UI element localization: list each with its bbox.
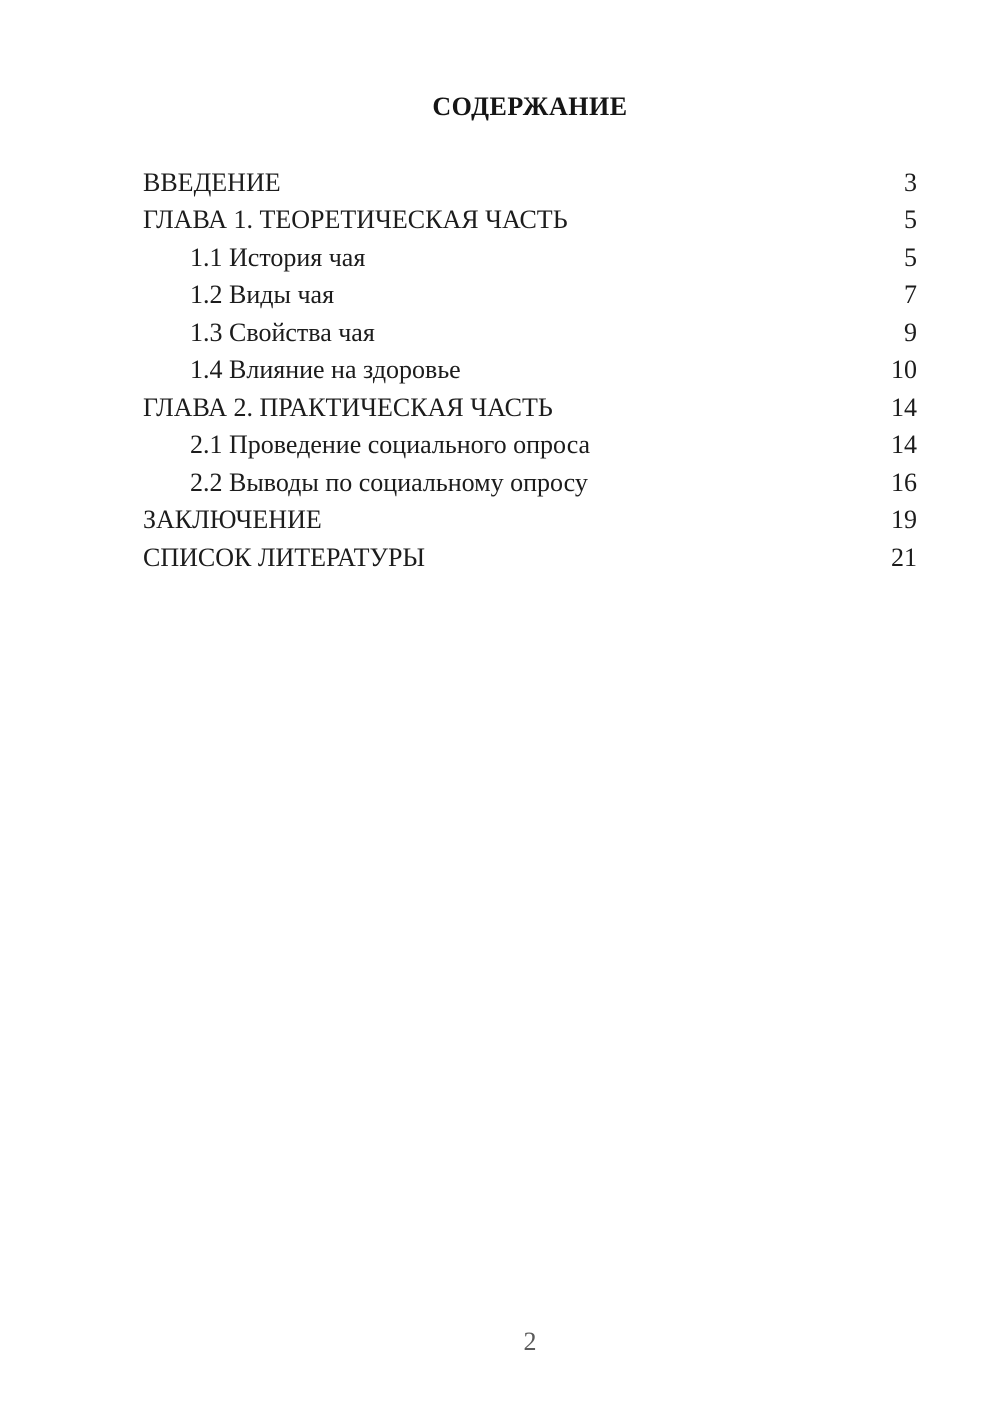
toc-entry-page-number: 3 [904,167,917,197]
toc-entry-page-number: 5 [904,242,917,272]
toc-entry-page-number: 21 [891,542,917,572]
toc-entry [143,426,917,464]
toc-content [143,88,917,576]
toc-entry [143,501,917,539]
toc-entry-page-number: 7 [904,280,917,309]
toc-entry-page-number: 5 [904,205,917,234]
toc-entry [143,276,917,314]
toc-list [143,164,917,577]
toc-entry-label: ГЛАВА 2. ПРАКТИЧЕСКАЯ ЧАСТЬ [143,392,553,422]
toc-entry [143,539,917,577]
toc-entry-page-number: 14 [891,430,917,459]
toc-entry [143,239,917,277]
toc-entry-page-number: 9 [904,317,917,347]
toc-entry [143,164,917,202]
toc-entry-label: 1.3 Свойства чая [190,317,375,347]
toc-entry-label: 1.4 Влияние на здоровье [190,355,461,384]
toc-entry-label: 2.2 Выводы по социальному опросу [190,467,588,497]
toc-entry-label: 2.1 Проведение социального опроса [190,430,591,459]
toc-entry [143,464,917,502]
toc-entry-label: СПИСОК ЛИТЕРАТУРЫ [143,542,426,572]
toc-entry-page-number: 14 [891,392,917,422]
toc-entry-label: ГЛАВА 1. ТЕОРЕТИЧЕСКАЯ ЧАСТЬ [143,205,568,234]
toc-entry-page-number: 19 [891,505,917,534]
toc-entry-label: ВВЕДЕНИЕ [143,167,281,197]
toc-entry [143,389,917,427]
toc-entry-label: 1.2 Виды чая [190,280,335,309]
toc-entry [143,351,917,389]
page-title: СОДЕРЖАНИЕ [432,92,628,121]
toc-entry [143,201,917,239]
toc-entry-label: ЗАКЛЮЧЕНИЕ [143,505,322,534]
toc-entry-page-number: 16 [891,467,917,497]
toc-entry-label: 1.1 История чая [190,242,366,272]
footer-page-number: 2 [523,1327,537,1356]
toc-entry-page-number: 10 [891,355,917,384]
toc-entry [143,314,917,352]
